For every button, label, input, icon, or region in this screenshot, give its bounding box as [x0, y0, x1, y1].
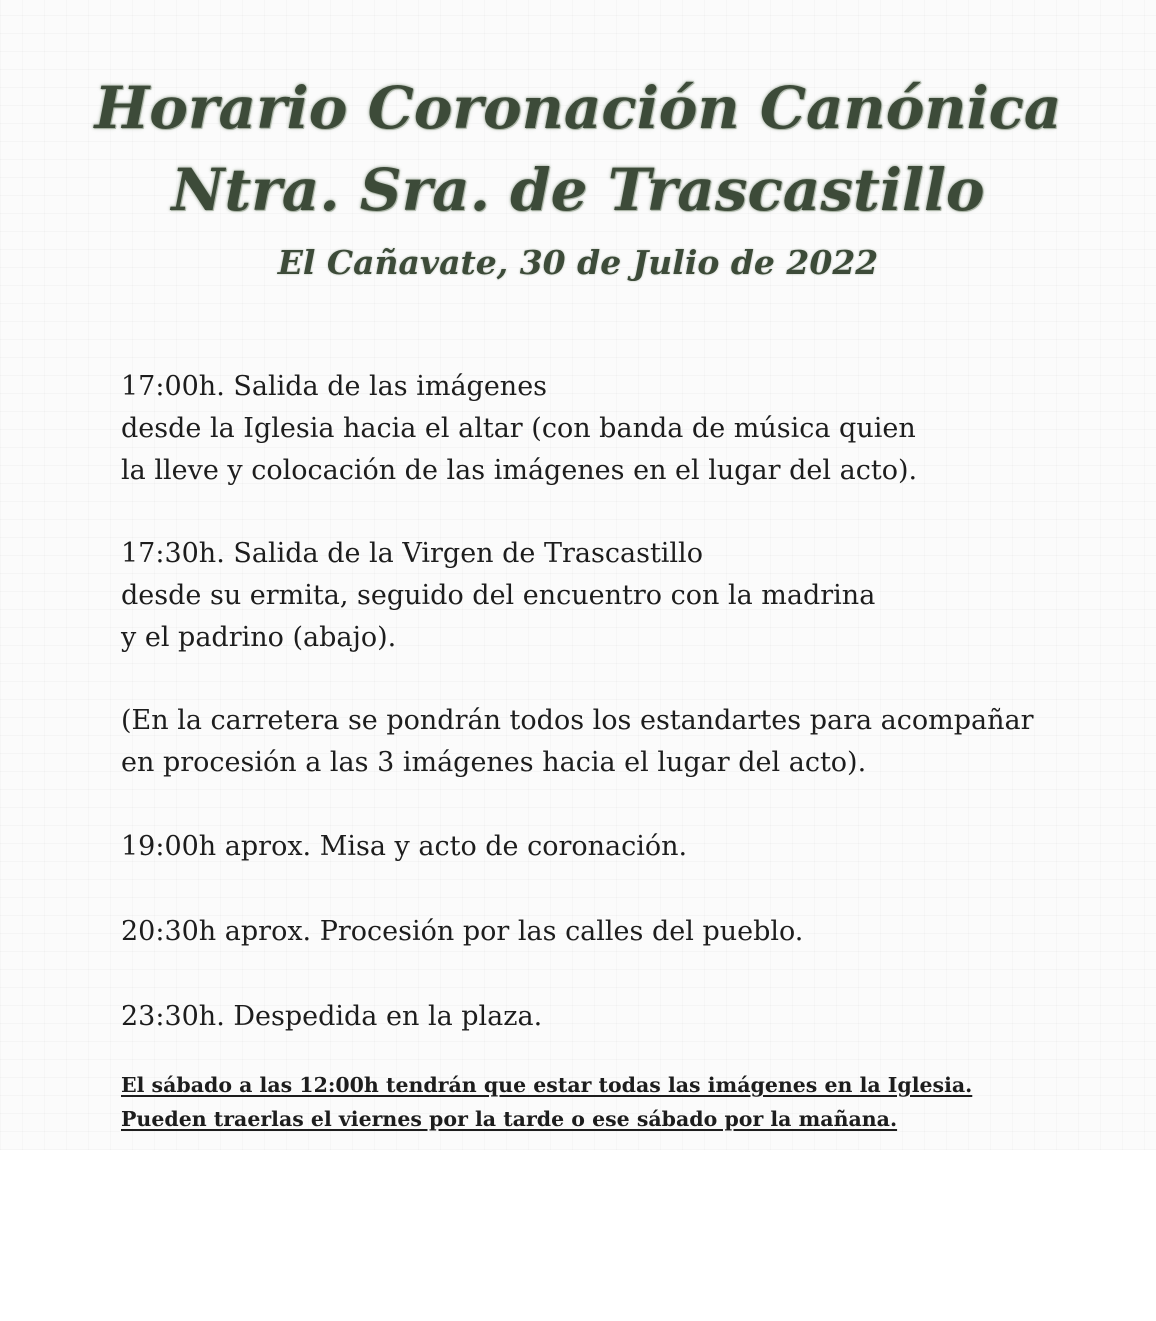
schedule-item-1700 — [121, 366, 1131, 492]
schedule-item-procession-note — [121, 700, 1131, 784]
note-line-1 — [121, 1068, 1131, 1102]
note-line-1-text: El sábado a las 12:00h tendrán que estar todas las imágenes en la Iglesia. — [121, 1073, 973, 1097]
schedule-line: y el padrino (abajo). — [121, 622, 397, 653]
schedule-item-1730 — [121, 533, 1131, 659]
important-note — [121, 1068, 1131, 1136]
schedule-line: desde la Iglesia hacia el altar (con banda de música quien — [121, 413, 916, 444]
schedule-line: 17:30h. Salida de la Virgen de Trascastillo — [121, 538, 703, 569]
schedule-item-2030 — [121, 911, 1131, 953]
schedule-line: 19:00h aprox. Misa y acto de coronación. — [121, 831, 688, 862]
schedule-line: 23:30h. Despedida en la plaza. — [121, 1001, 543, 1032]
schedule-line: (En la carretera se pondrán todos los estandartes para acompañar — [121, 705, 1034, 736]
title-line-2: Ntra. Sra. de Trascastillo — [171, 156, 985, 224]
note-line-2-text: Pueden traerlas el viernes por la tarde o ese sábado por la mañana. — [121, 1107, 898, 1131]
note-line-2 — [121, 1102, 1131, 1136]
schedule-line: en procesión a las 3 imágenes hacia el lugar del acto). — [121, 747, 867, 778]
schedule-item-2330 — [121, 996, 1131, 1038]
schedule-item-1900 — [121, 826, 1131, 868]
schedule-line: la lleve y colocación de las imágenes en el lugar del acto). — [121, 455, 918, 486]
schedule-line: 17:00h. Salida de las imágenes — [121, 371, 548, 402]
schedule-line: 20:30h aprox. Procesión por las calles del pueblo. — [121, 916, 804, 947]
title-line-1: Horario Coronación Canónica — [94, 74, 1062, 142]
subtitle-date-place: El Cañavate, 30 de Julio de 2022 — [277, 243, 879, 282]
schedule-line: desde su ermita, seguido del encuentro con la madrina — [121, 580, 876, 611]
